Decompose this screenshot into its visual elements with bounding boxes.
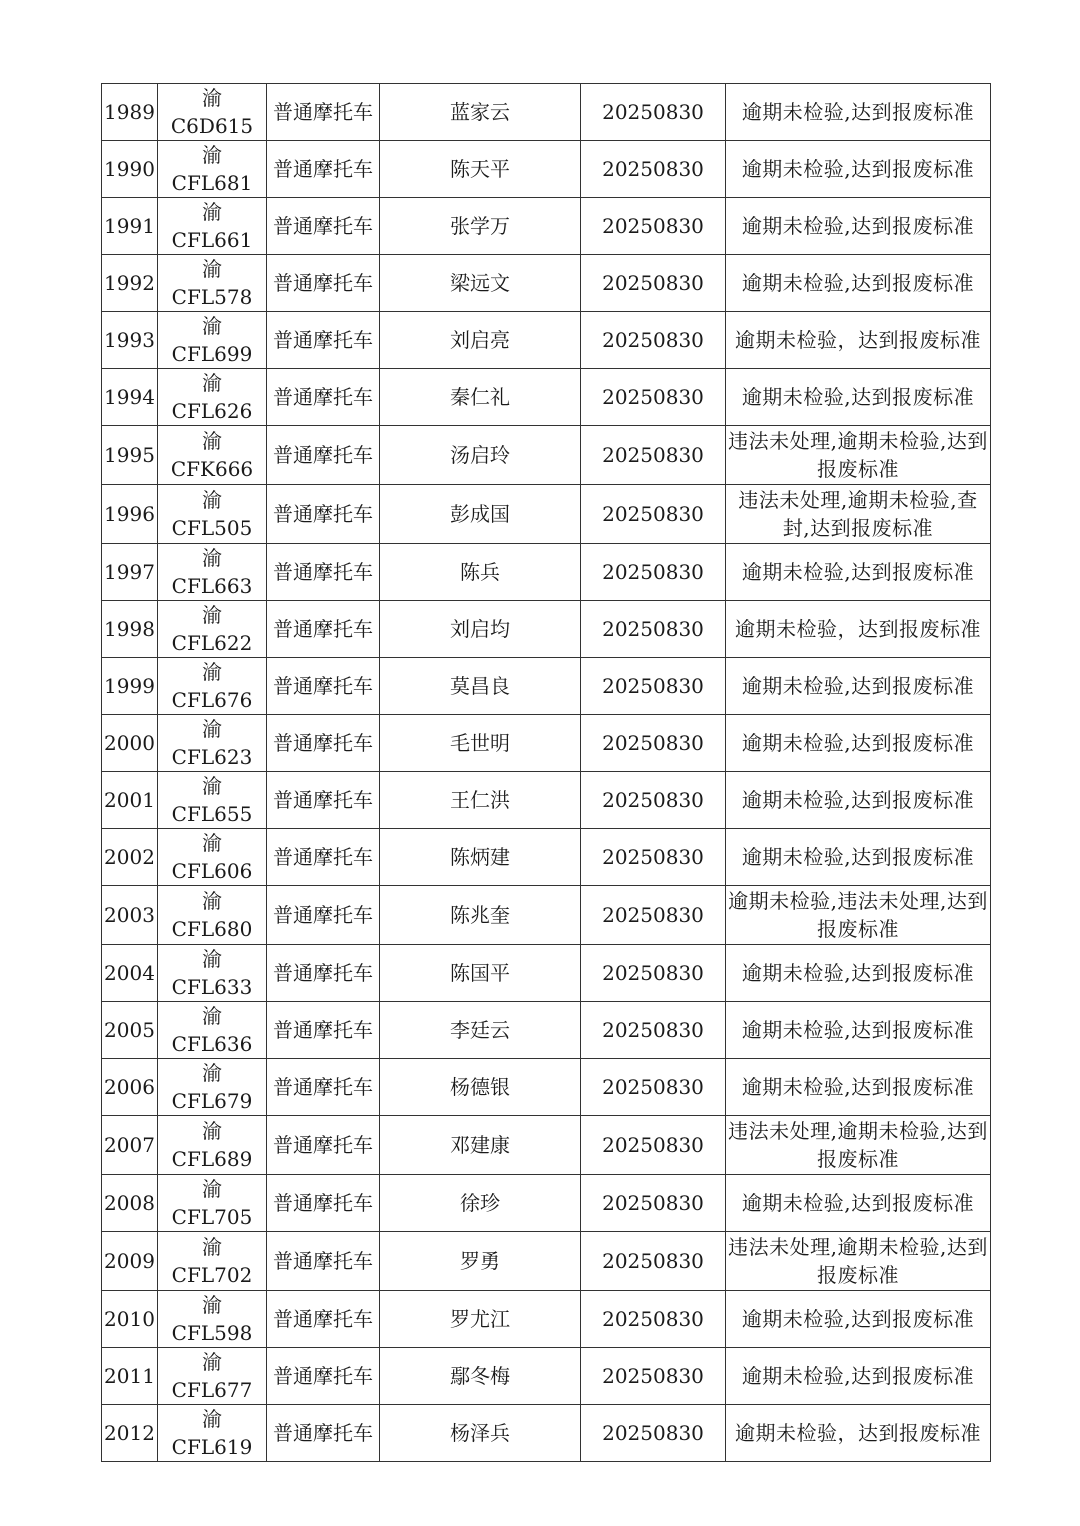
record-number: 1999 [102,658,158,715]
table-row [102,1405,991,1462]
owner-name: 陈炳建 [380,829,581,886]
record-number: 2007 [102,1116,158,1175]
owner-name: 鄢冬梅 [380,1348,581,1405]
status-reason: 逾期未检验,达到报废标准 [726,1348,991,1405]
vehicle-type: 普通摩托车 [267,886,380,945]
owner-name: 张学万 [380,198,581,255]
owner-name: 秦仁礼 [380,369,581,426]
records-body [102,84,991,1462]
status-reason: 逾期未检验，达到报废标准 [726,1405,991,1462]
record-number: 2003 [102,886,158,945]
record-number: 2005 [102,1002,158,1059]
table-row [102,1059,991,1116]
status-reason: 逾期未检验,达到报废标准 [726,84,991,141]
table-row [102,715,991,772]
vehicle-type: 普通摩托车 [267,485,380,544]
owner-name: 梁远文 [380,255,581,312]
record-number: 2002 [102,829,158,886]
status-reason: 逾期未检验,达到报废标准 [726,255,991,312]
status-reason: 逾期未检验,达到报废标准 [726,829,991,886]
vehicle-type: 普通摩托车 [267,601,380,658]
owner-name: 邓建康 [380,1116,581,1175]
table-row [102,1291,991,1348]
owner-name: 徐珍 [380,1175,581,1232]
table-row [102,601,991,658]
vehicle-type: 普通摩托车 [267,84,380,141]
table-row [102,945,991,1002]
table-row [102,1175,991,1232]
owner-name: 蓝家云 [380,84,581,141]
license-plate: 渝 CFL661 [158,198,267,255]
record-date: 20250830 [581,1002,726,1059]
record-date: 20250830 [581,1291,726,1348]
record-number: 1991 [102,198,158,255]
owner-name: 罗尤江 [380,1291,581,1348]
owner-name: 刘启均 [380,601,581,658]
record-date: 20250830 [581,1348,726,1405]
table-row [102,829,991,886]
table-row [102,141,991,198]
record-date: 20250830 [581,945,726,1002]
vehicle-type: 普通摩托车 [267,198,380,255]
record-date: 20250830 [581,485,726,544]
record-date: 20250830 [581,1059,726,1116]
vehicle-type: 普通摩托车 [267,1232,380,1291]
vehicle-records-table [101,83,991,1462]
owner-name: 陈天平 [380,141,581,198]
table-row [102,1232,991,1291]
record-date: 20250830 [581,886,726,945]
license-plate: 渝 CFL689 [158,1116,267,1175]
record-date: 20250830 [581,658,726,715]
record-date: 20250830 [581,715,726,772]
vehicle-type: 普通摩托车 [267,544,380,601]
record-date: 20250830 [581,1175,726,1232]
record-date: 20250830 [581,255,726,312]
owner-name: 毛世明 [380,715,581,772]
record-date: 20250830 [581,1116,726,1175]
record-number: 1992 [102,255,158,312]
vehicle-type: 普通摩托车 [267,1348,380,1405]
license-plate: 渝 CFL680 [158,886,267,945]
status-reason: 逾期未检验,达到报废标准 [726,1002,991,1059]
record-number: 1997 [102,544,158,601]
status-reason: 违法未处理,逾期未检验,达到报废标准 [726,1232,991,1291]
table-row [102,485,991,544]
vehicle-type: 普通摩托车 [267,1291,380,1348]
vehicle-type: 普通摩托车 [267,1175,380,1232]
vehicle-type: 普通摩托车 [267,312,380,369]
status-reason: 逾期未检验,达到报废标准 [726,198,991,255]
status-reason: 逾期未检验,达到报废标准 [726,945,991,1002]
vehicle-type: 普通摩托车 [267,1405,380,1462]
owner-name: 杨德银 [380,1059,581,1116]
vehicle-type: 普通摩托车 [267,1002,380,1059]
status-reason: 逾期未检验，达到报废标准 [726,312,991,369]
record-number: 2000 [102,715,158,772]
record-number: 2010 [102,1291,158,1348]
vehicle-type: 普通摩托车 [267,829,380,886]
status-reason: 违法未处理,逾期未检验,达到报废标准 [726,426,991,485]
record-date: 20250830 [581,198,726,255]
vehicle-type: 普通摩托车 [267,426,380,485]
table-row [102,658,991,715]
status-reason: 违法未处理,逾期未检验,达到报废标准 [726,1116,991,1175]
record-number: 2009 [102,1232,158,1291]
vehicle-type: 普通摩托车 [267,369,380,426]
status-reason: 逾期未检验,达到报废标准 [726,772,991,829]
license-plate: 渝 CFL626 [158,369,267,426]
table-row [102,886,991,945]
record-date: 20250830 [581,544,726,601]
license-plate: 渝 CFL705 [158,1175,267,1232]
owner-name: 陈兵 [380,544,581,601]
record-number: 1989 [102,84,158,141]
table-row [102,84,991,141]
record-number: 2004 [102,945,158,1002]
vehicle-type: 普通摩托车 [267,658,380,715]
owner-name: 杨泽兵 [380,1405,581,1462]
vehicle-type: 普通摩托车 [267,1059,380,1116]
record-date: 20250830 [581,601,726,658]
table-row [102,1348,991,1405]
status-reason: 违法未处理,逾期未检验,查封,达到报废标准 [726,485,991,544]
record-date: 20250830 [581,369,726,426]
status-reason: 逾期未检验,违法未处理,达到报废标准 [726,886,991,945]
license-plate: 渝 CFL702 [158,1232,267,1291]
table-row [102,1116,991,1175]
license-plate: 渝 CFL699 [158,312,267,369]
license-plate: 渝 CFL676 [158,658,267,715]
owner-name: 汤启玲 [380,426,581,485]
record-number: 1990 [102,141,158,198]
owner-name: 王仁洪 [380,772,581,829]
vehicle-type: 普通摩托车 [267,715,380,772]
license-plate: 渝 CFL606 [158,829,267,886]
license-plate: 渝 CFL677 [158,1348,267,1405]
vehicle-type: 普通摩托车 [267,1116,380,1175]
record-number: 2011 [102,1348,158,1405]
license-plate: 渝 CFL619 [158,1405,267,1462]
status-reason: 逾期未检验,达到报废标准 [726,369,991,426]
record-date: 20250830 [581,426,726,485]
license-plate: 渝 CFK666 [158,426,267,485]
status-reason: 逾期未检验,达到报废标准 [726,1291,991,1348]
record-number: 2008 [102,1175,158,1232]
license-plate: 渝 CFL636 [158,1002,267,1059]
status-reason: 逾期未检验,达到报废标准 [726,141,991,198]
status-reason: 逾期未检验，达到报废标准 [726,601,991,658]
record-number: 1995 [102,426,158,485]
license-plate: 渝 CFL655 [158,772,267,829]
license-plate: 渝 CFL679 [158,1059,267,1116]
record-number: 1998 [102,601,158,658]
status-reason: 逾期未检验,达到报废标准 [726,658,991,715]
status-reason: 逾期未检验,达到报废标准 [726,1059,991,1116]
status-reason: 逾期未检验,达到报废标准 [726,544,991,601]
vehicle-type: 普通摩托车 [267,772,380,829]
table-row [102,312,991,369]
owner-name: 莫昌良 [380,658,581,715]
license-plate: 渝 C6D615 [158,84,267,141]
table-row [102,426,991,485]
record-date: 20250830 [581,141,726,198]
license-plate: 渝 CFL598 [158,1291,267,1348]
license-plate: 渝 CFL623 [158,715,267,772]
record-number: 1996 [102,485,158,544]
record-date: 20250830 [581,772,726,829]
vehicle-type: 普通摩托车 [267,141,380,198]
table-row [102,255,991,312]
license-plate: 渝 CFL681 [158,141,267,198]
owner-name: 陈兆奎 [380,886,581,945]
table-row [102,1002,991,1059]
record-number: 2012 [102,1405,158,1462]
owner-name: 罗勇 [380,1232,581,1291]
table-row [102,198,991,255]
license-plate: 渝 CFL578 [158,255,267,312]
record-date: 20250830 [581,1405,726,1462]
table-row [102,369,991,426]
license-plate: 渝 CFL633 [158,945,267,1002]
vehicle-type: 普通摩托车 [267,945,380,1002]
status-reason: 逾期未检验,达到报废标准 [726,1175,991,1232]
record-date: 20250830 [581,829,726,886]
record-number: 2001 [102,772,158,829]
status-reason: 逾期未检验,达到报废标准 [726,715,991,772]
owner-name: 李廷云 [380,1002,581,1059]
table-row [102,544,991,601]
license-plate: 渝 CFL505 [158,485,267,544]
record-number: 1993 [102,312,158,369]
record-date: 20250830 [581,1232,726,1291]
owner-name: 刘启亮 [380,312,581,369]
license-plate: 渝 CFL663 [158,544,267,601]
owner-name: 陈国平 [380,945,581,1002]
record-date: 20250830 [581,84,726,141]
owner-name: 彭成国 [380,485,581,544]
vehicle-type: 普通摩托车 [267,255,380,312]
record-number: 2006 [102,1059,158,1116]
table-row [102,772,991,829]
record-date: 20250830 [581,312,726,369]
record-number: 1994 [102,369,158,426]
license-plate: 渝 CFL622 [158,601,267,658]
